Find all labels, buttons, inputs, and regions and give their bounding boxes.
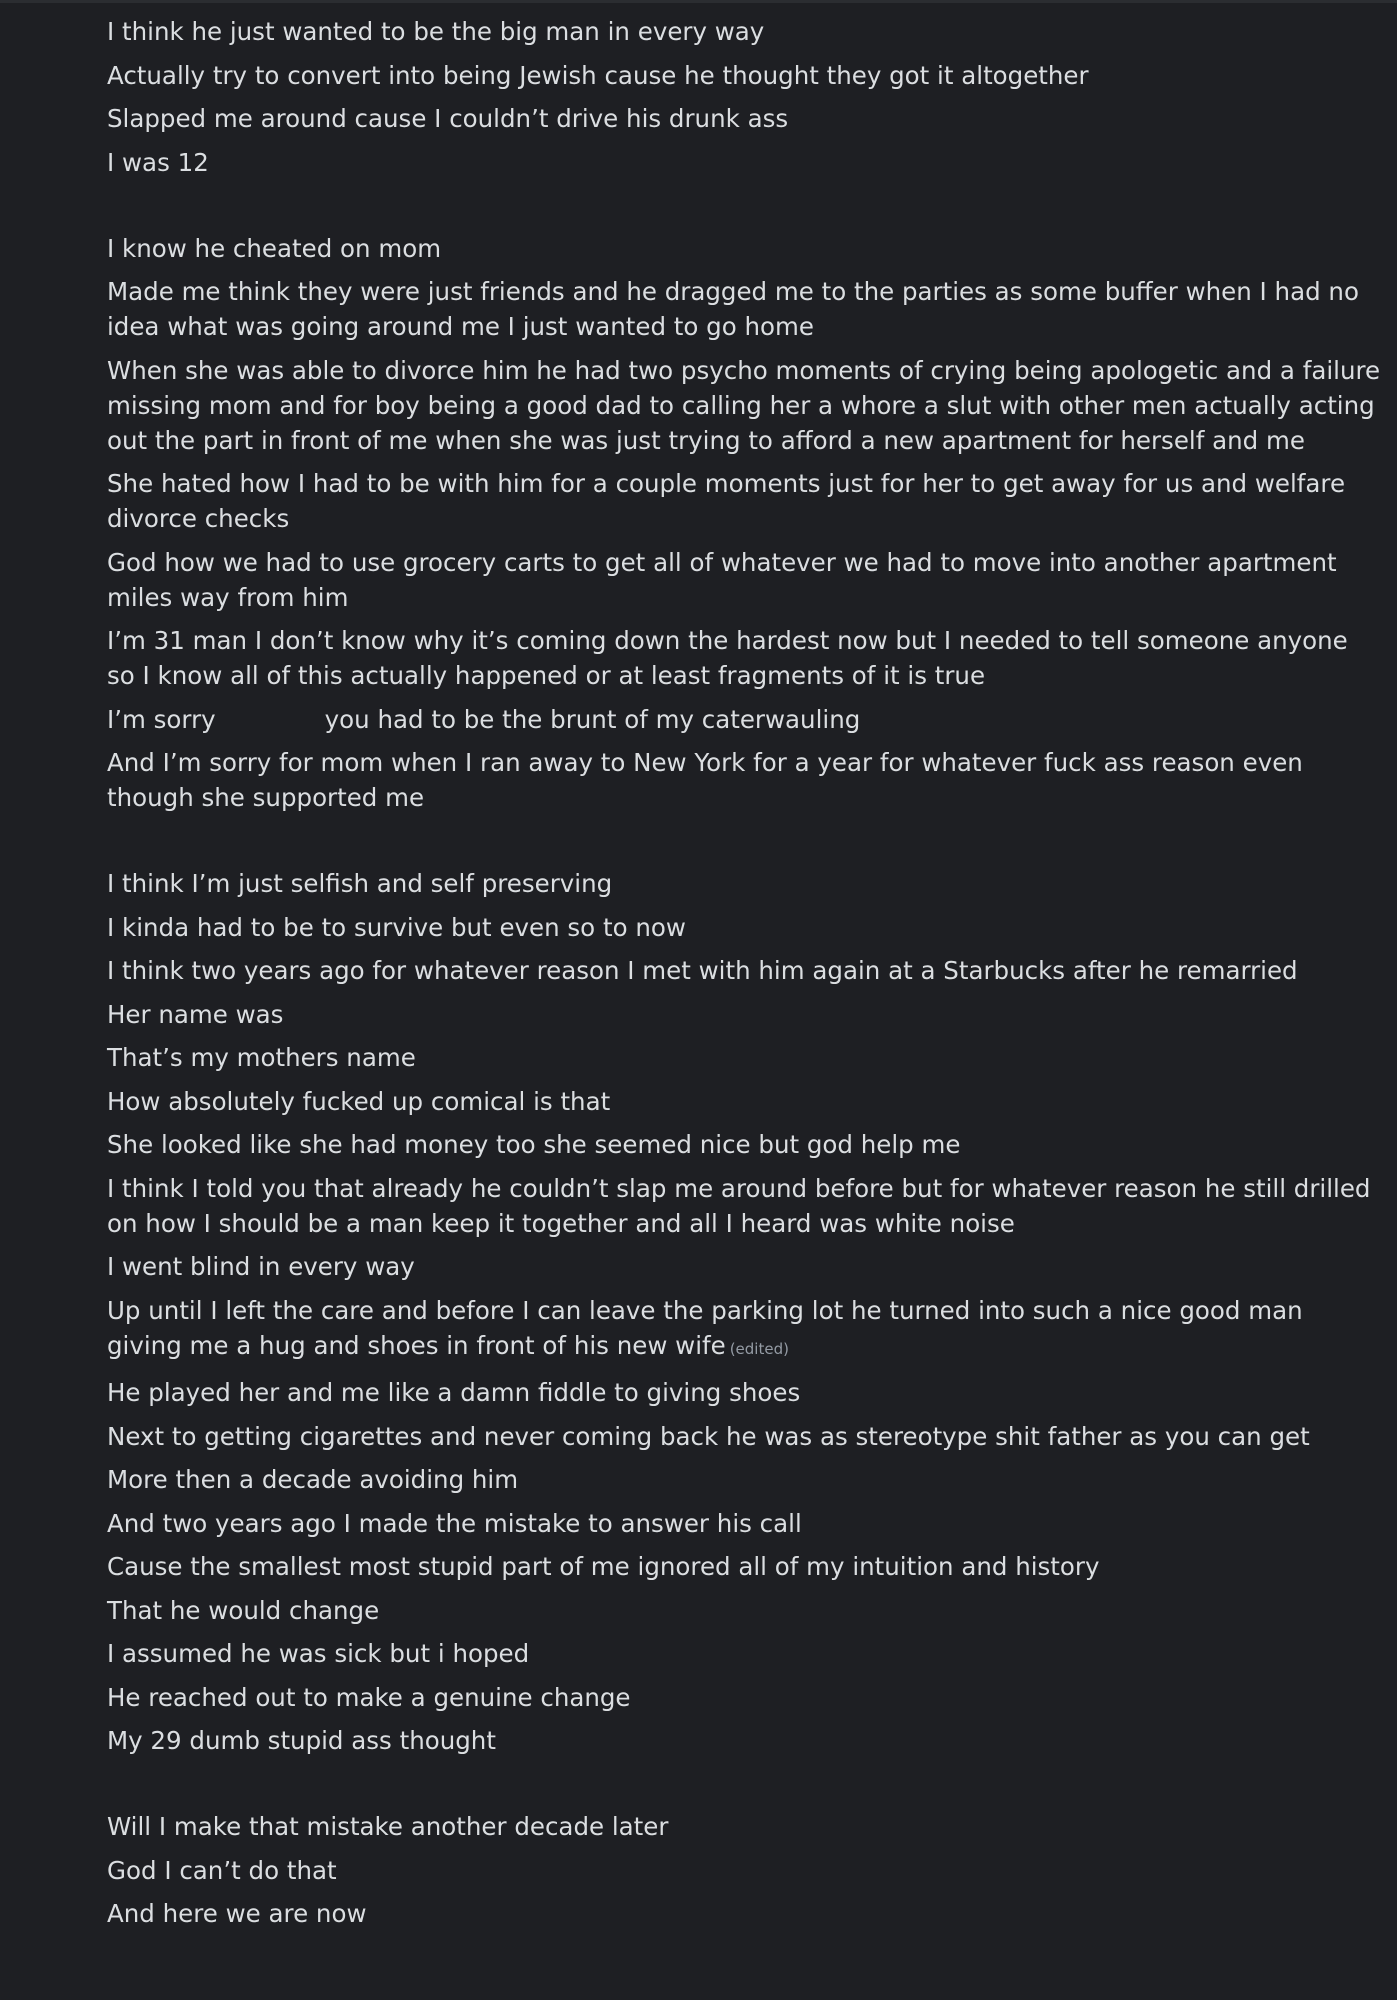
message-text: God how we had to use grocery carts to get all of whatever we had to move into another apartment miles way from him <box>107 547 1345 612</box>
message-text: I think I’m just selfish and self preserving <box>107 869 613 898</box>
chat-message <box>107 1375 1382 1410</box>
chat-message <box>107 745 1382 815</box>
message-text: And two years ago I made the mistake to answer his call <box>107 1508 802 1538</box>
chat-message <box>107 545 1382 615</box>
edited-label: (edited) <box>729 1339 789 1358</box>
message-text: I think two years ago for whatever reason I met with him again at a Starbucks after he remarried <box>107 956 1298 985</box>
message-list <box>107 14 1388 1940</box>
chat-message <box>107 145 1382 180</box>
message-text: She looked like she had money too she seemed nice but god help me <box>107 1130 961 1159</box>
chat-message <box>107 1249 1382 1284</box>
chat-message <box>107 1419 1382 1454</box>
chat-message <box>107 1680 1382 1715</box>
message-text: He played her and me like a damn fiddle to giving shoes <box>107 1378 801 1407</box>
chat-message <box>107 231 1382 266</box>
message-text: Actually try to convert into being Jewish cause he thought they got it altogether <box>107 60 1089 90</box>
chat-message <box>107 1084 1382 1119</box>
message-text: Up until I left the care and before I can leave the parking lot he turned into such a nice good man giving me a hug and shoes in front of his new wife <box>107 1295 1311 1360</box>
chat-message <box>107 866 1382 901</box>
chat-message <box>107 1506 1382 1541</box>
chat-message <box>107 58 1382 93</box>
chat-message <box>107 466 1382 536</box>
chat-message <box>107 1040 1382 1075</box>
top-divider <box>0 0 1397 3</box>
chat-message <box>107 14 1382 49</box>
message-text: He reached out to make a genuine change <box>107 1682 631 1712</box>
message-text: Slapped me around cause I couldn’t drive his drunk ass <box>107 104 789 133</box>
message-text: I think he just wanted to be the big man in every way <box>107 17 765 46</box>
message-text: And I’m sorry for mom when I ran away to New York for a year for whatever fuck ass reason even though she supported me <box>107 748 1311 812</box>
chat-message <box>107 1636 1382 1671</box>
message-text: That he would change <box>107 1595 380 1625</box>
chat-message <box>107 1549 1382 1584</box>
chat-message <box>107 1723 1382 1758</box>
chat-message <box>107 997 1382 1032</box>
chat-message <box>107 1853 1382 1888</box>
chat-message <box>107 623 1382 693</box>
chat-message <box>107 1809 1382 1844</box>
message-text: More then a decade avoiding him <box>107 1465 519 1494</box>
message-text: I assumed he was sick but i hoped <box>107 1639 530 1668</box>
message-text: Cause the smallest most stupid part of me ignored all of my intuition and history <box>107 1552 1100 1581</box>
message-text: I think I told you that already he couldn’t slap me around before but for whatever reason he still drilled on how I should be a man keep it together and all I heard was white noise <box>107 1173 1379 1238</box>
chat-message <box>107 910 1382 945</box>
message-text: Next to getting cigarettes and never coming back he was as stereotype shit father as you can get <box>107 1421 1310 1451</box>
message-text: I’m sorry you had to be the brunt of my caterwauling <box>107 704 861 734</box>
message-text: My 29 dumb stupid ass thought <box>107 1726 496 1755</box>
chat-message <box>107 1171 1382 1241</box>
chat-message <box>107 1462 1382 1497</box>
chat-message <box>107 1896 1382 1931</box>
chat-message <box>107 1127 1382 1162</box>
chat-message <box>107 953 1382 988</box>
message-text: Will I make that mistake another decade later <box>107 1812 669 1841</box>
message-text: And here we are now <box>107 1899 367 1928</box>
chat-message <box>107 101 1382 136</box>
message-text: That’s my mothers name <box>107 1043 416 1072</box>
message-text: How absolutely fucked up comical is that <box>107 1086 611 1116</box>
chat-message <box>107 1593 1382 1628</box>
message-text: I know he cheated on mom <box>107 233 442 263</box>
chat-message <box>107 702 1382 737</box>
message-text: She hated how I had to be with him for a couple moments just for her to get away for us and welfare divorce checks <box>107 469 1353 533</box>
message-text: Made me think they were just friends and he dragged me to the parties as some buffer when I had no idea what was going around me I just wanted to go home <box>107 277 1367 341</box>
chat-message <box>107 274 1382 344</box>
message-text: I went blind in every way <box>107 1252 415 1281</box>
message-text: I was 12 <box>107 147 209 177</box>
message-text: I’m 31 man I don’t know why it’s coming down the hardest now but I needed to tell someone anyone so I know all of this actually happened or at least fragments of it is true <box>107 626 1356 690</box>
message-text: I kinda had to be to survive but even so to now <box>107 912 686 942</box>
chat-message <box>107 1293 1382 1367</box>
message-text: God I can’t do that <box>107 1855 337 1885</box>
message-text: When she was able to divorce him he had two psycho moments of crying being apologetic and a failure missing mom and for boy being a good dad to calling her a whore a slut with other men actually acting out the part in front of me when she was just trying to afford a new apartment for herself and me <box>107 355 1388 455</box>
chat-message <box>107 353 1388 458</box>
message-text: Her name was <box>107 999 284 1029</box>
